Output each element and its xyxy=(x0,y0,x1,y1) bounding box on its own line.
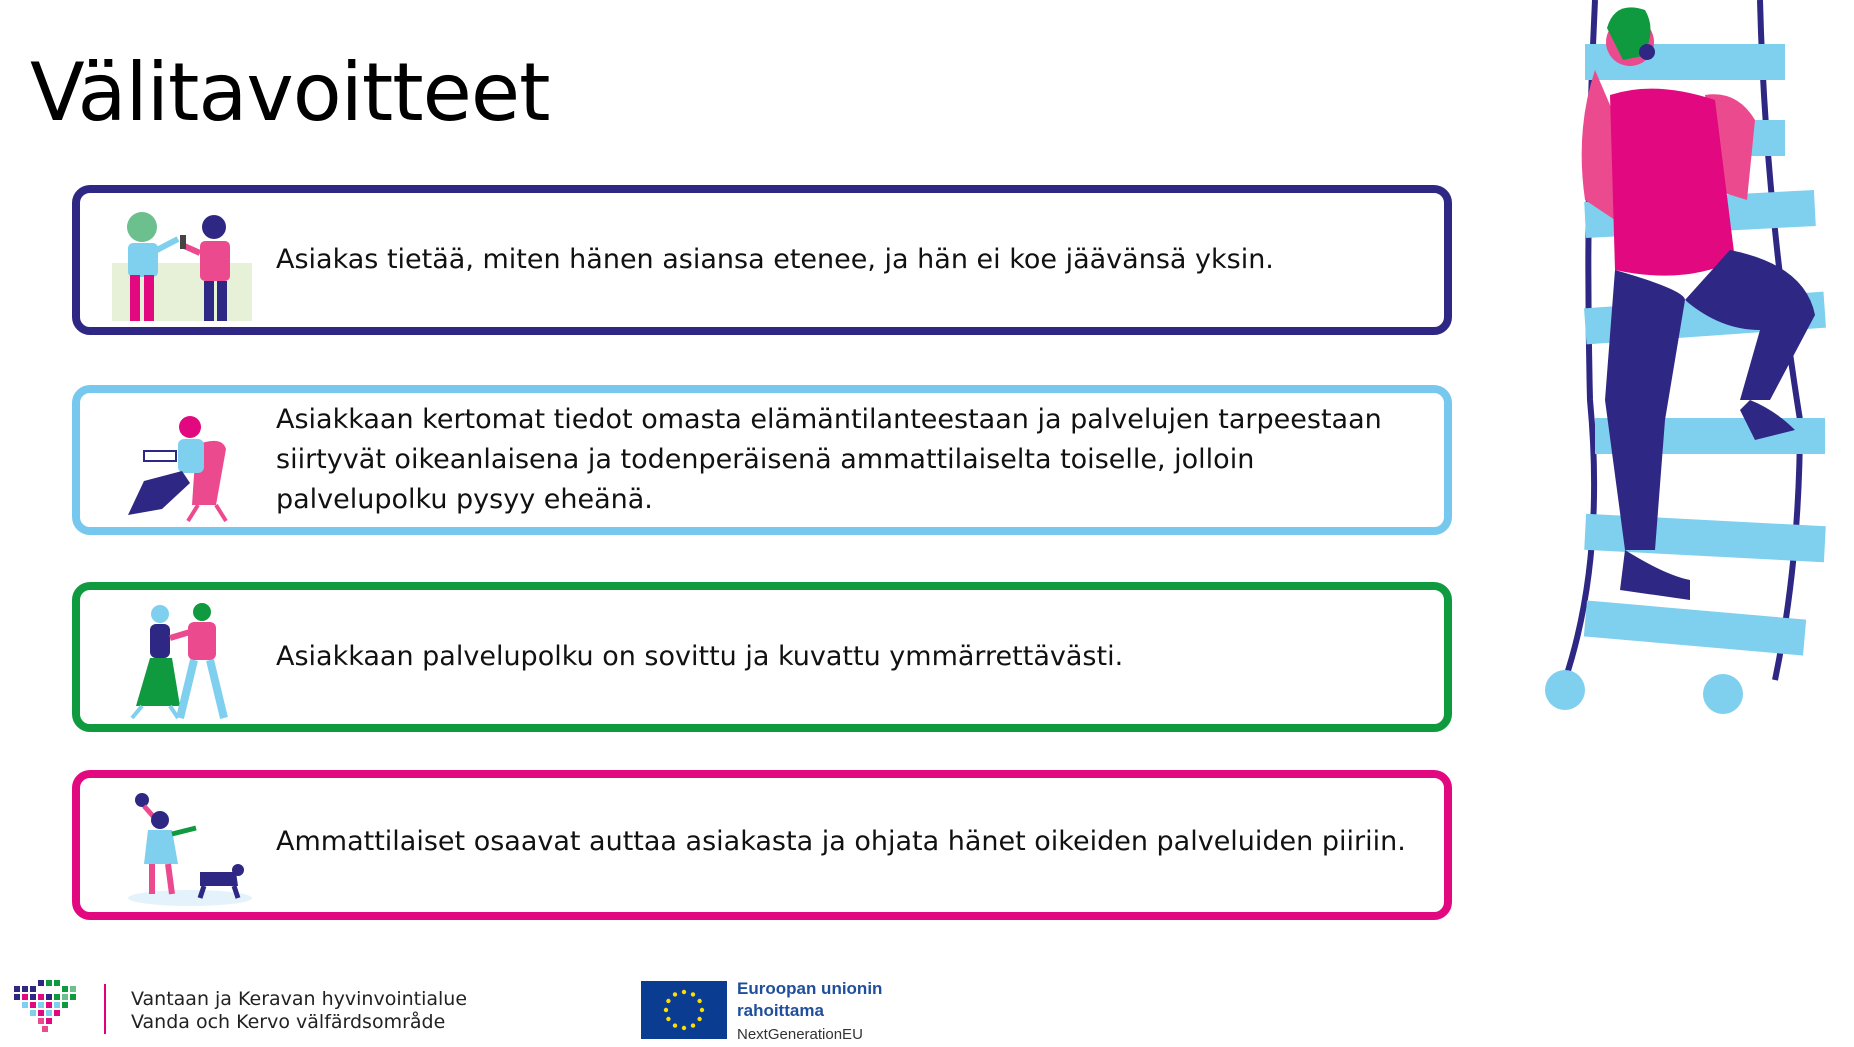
organization-name xyxy=(131,988,467,1034)
person-in-chair-illustration xyxy=(100,405,260,523)
eu-flag-icon xyxy=(641,981,727,1039)
goal-text-3: Asiakkaan palvelupolku on sovittu ja kuvattu ymmärrettävästi. xyxy=(276,641,1124,672)
org-name-finnish: Vantaan ja Keravan hyvinvointialue xyxy=(131,988,468,1010)
heart-pixel-logo xyxy=(14,980,84,1042)
person-with-dog-illustration xyxy=(100,790,260,908)
footer xyxy=(0,970,1854,1044)
goal-card-2 xyxy=(72,385,1452,535)
eu-funding-label xyxy=(737,978,882,1046)
two-people-walking-illustration xyxy=(100,602,260,720)
goal-card-3 xyxy=(72,582,1452,732)
org-name-swedish: Vanda och Kervo välfärdsområde xyxy=(131,1011,446,1033)
eu-line-2: rahoittama xyxy=(737,1001,824,1020)
person-climbing-ladder-illustration xyxy=(1515,0,1845,720)
goal-text-2: Asiakkaan kertomat tiedot omasta elämäntilanteestaan ja palvelujen tarpeestaan siirtyvät oikeanlaisena ja todenperäisenä ammattilaiselta toiselle, jolloin palvelupolku pysyy eheänä. xyxy=(276,404,1382,515)
goal-text-4: Ammattilaiset osaavat auttaa asiakasta ja ohjata hänet oikeiden palveluiden piiriin. xyxy=(276,826,1406,857)
footer-divider xyxy=(104,984,106,1034)
goal-card-4 xyxy=(72,770,1452,920)
eu-line-1: Euroopan unionin xyxy=(737,979,883,998)
eu-line-3: NextGenerationEU xyxy=(737,1026,863,1043)
goal-text-1: Asiakas tietää, miten hänen asiansa etenee, ja hän ei koe jäävänsä yksin. xyxy=(276,244,1274,275)
goal-card-1 xyxy=(72,185,1452,335)
slide-title: Välitavoitteet xyxy=(30,46,550,139)
two-people-talking-illustration xyxy=(100,205,260,323)
